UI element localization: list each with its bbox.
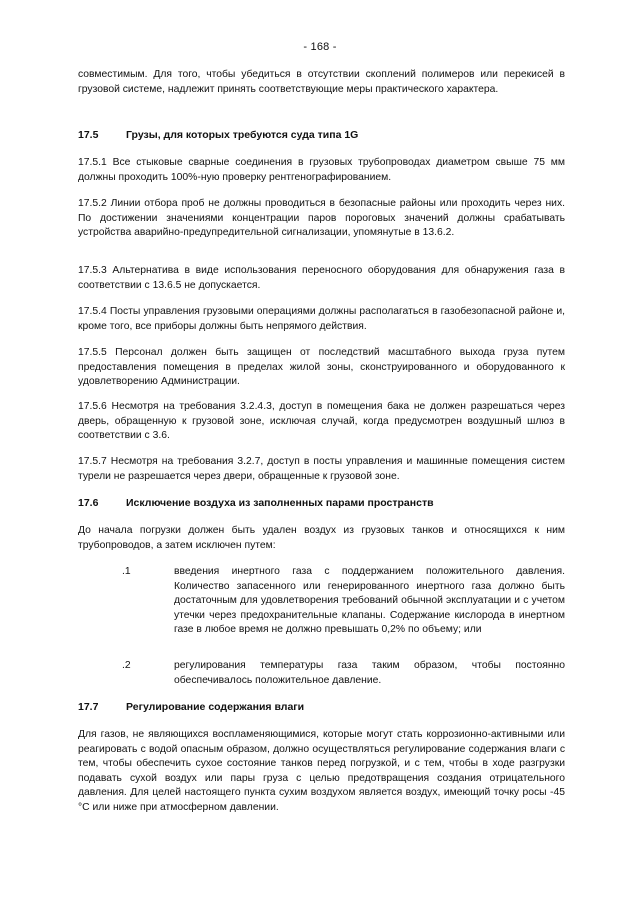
paragraph-text: 17.5.5 Персонал должен быть защищен от последствий масштабного выхода груза путем предоставления помещения в пределах жилой зоны, сконструированного и оборудованного к удовлетворению Администрации.: [78, 347, 565, 388]
list-item-text: введения инертного газа с поддержанием положительного давления. Количество запасенного или генерированного инертного газа должно быть достаточным для удовлетворения требований обычной эксплуатации и с учетом утечки через предохранительные клапаны. Содержание кислорода в инертном газе в любое время не должно превышать 0,2% по объему; или: [174, 566, 565, 636]
list-item-text: регулирования температуры газа таким образом, чтобы постоянно обеспечивалось положительное давление.: [174, 660, 565, 686]
paragraph-text: 17.5.6 Несмотря на требования 3.2.4.3, доступ в помещения бака не должен разрешаться через дверь, обращенную к грузовой зоне, исключая случай, когда предусмотрен воздушный шлюз в соответствии с 3.6.: [78, 401, 565, 442]
paragraph-text: 17.5.1 Все стыковые сварные соединения в грузовых трубопроводах диаметром свыше 75 мм должны проходить 100%-ную проверку рентгенографированием.: [78, 157, 565, 183]
paragraph-17-5-4: [78, 305, 565, 334]
paragraph-text: 17.5.4 Посты управления грузовыми операциями должны располагаться в газобезопасной районе и, кроме того, все приборы должны быть непрямого действия.: [78, 306, 565, 332]
section-number: 17.5: [78, 129, 99, 141]
intro-text: совместимым. Для того, чтобы убедиться в отсутствии скоплений полимеров или перекисей в грузовой системе, надлежит принять соответствующие меры практического характера.: [78, 69, 565, 95]
paragraph-text: 17.5.2 Линии отбора проб не должны проводиться в безопасные районы или проходить через них. По достижении значениями концентрации паров пороговых значений должны срабатывать устройства аварийно-предупредительной сигнализации, упомянутые в 13.6.2.: [78, 198, 565, 239]
section-heading-17-7: [78, 700, 565, 714]
section-heading-17-5: [78, 128, 565, 142]
list-item-number: .2: [122, 660, 131, 671]
section-number: 17.7: [78, 701, 99, 713]
paragraph-text: 17.5.3 Альтернатива в виде использования переносного оборудования для обнаружения газа в соответствии с 13.6.5 не допускается.: [78, 265, 565, 291]
section-title: Грузы, для которых требуются суда типа 1G: [126, 129, 359, 141]
section-title: Исключение воздуха из заполненных парами пространств: [126, 497, 434, 509]
paragraph-17-7: [78, 728, 565, 816]
paragraph-17-5-3: [78, 264, 565, 293]
list-item-2: [78, 659, 565, 688]
paragraph-17-6-lead: [78, 524, 565, 553]
paragraph-text: Для газов, не являющихся воспламеняющимися, которые могут стать коррозионно-активными или реагировать с водой опасным образом, должно осуществляться регулирование содержания влаги с тем, чтобы обеспечить сухое состояние танков перед погрузкой, и с тем, чтобы в ходе разгрузки подавать сухой воздух или пары груза с целью предотвращения создания отрицательного давления. Для целей настоящего пункта сухим воздухом является воздух, имеющий точку росы -45 °С или ниже при атмосферном давлении.: [78, 729, 565, 813]
list-item-1: [78, 565, 565, 638]
paragraph-17-5-5: [78, 346, 565, 390]
paragraph-17-5-6: [78, 400, 565, 444]
section-title: Регулирование содержания влаги: [126, 701, 305, 713]
paragraph-17-5-1: [78, 156, 565, 185]
section-heading-17-6: [78, 496, 565, 510]
paragraph-text: До начала погрузки должен быть удален воздух из грузовых танков и относящихся к ним трубопроводов, а затем исключен путем:: [78, 525, 565, 551]
section-number: 17.6: [78, 497, 99, 509]
page-number: - 168 -: [303, 41, 337, 53]
paragraph-text: 17.5.7 Несмотря на требования 3.2.7, доступ в посты управления и машинные помещения систем турели не разрешается через двери, обращенные к грузовой зоне.: [78, 456, 565, 482]
paragraph-17-5-2: [78, 197, 565, 241]
intro-paragraph: [78, 68, 565, 97]
list-item-number: .1: [122, 566, 131, 577]
paragraph-17-5-7: [78, 455, 565, 484]
